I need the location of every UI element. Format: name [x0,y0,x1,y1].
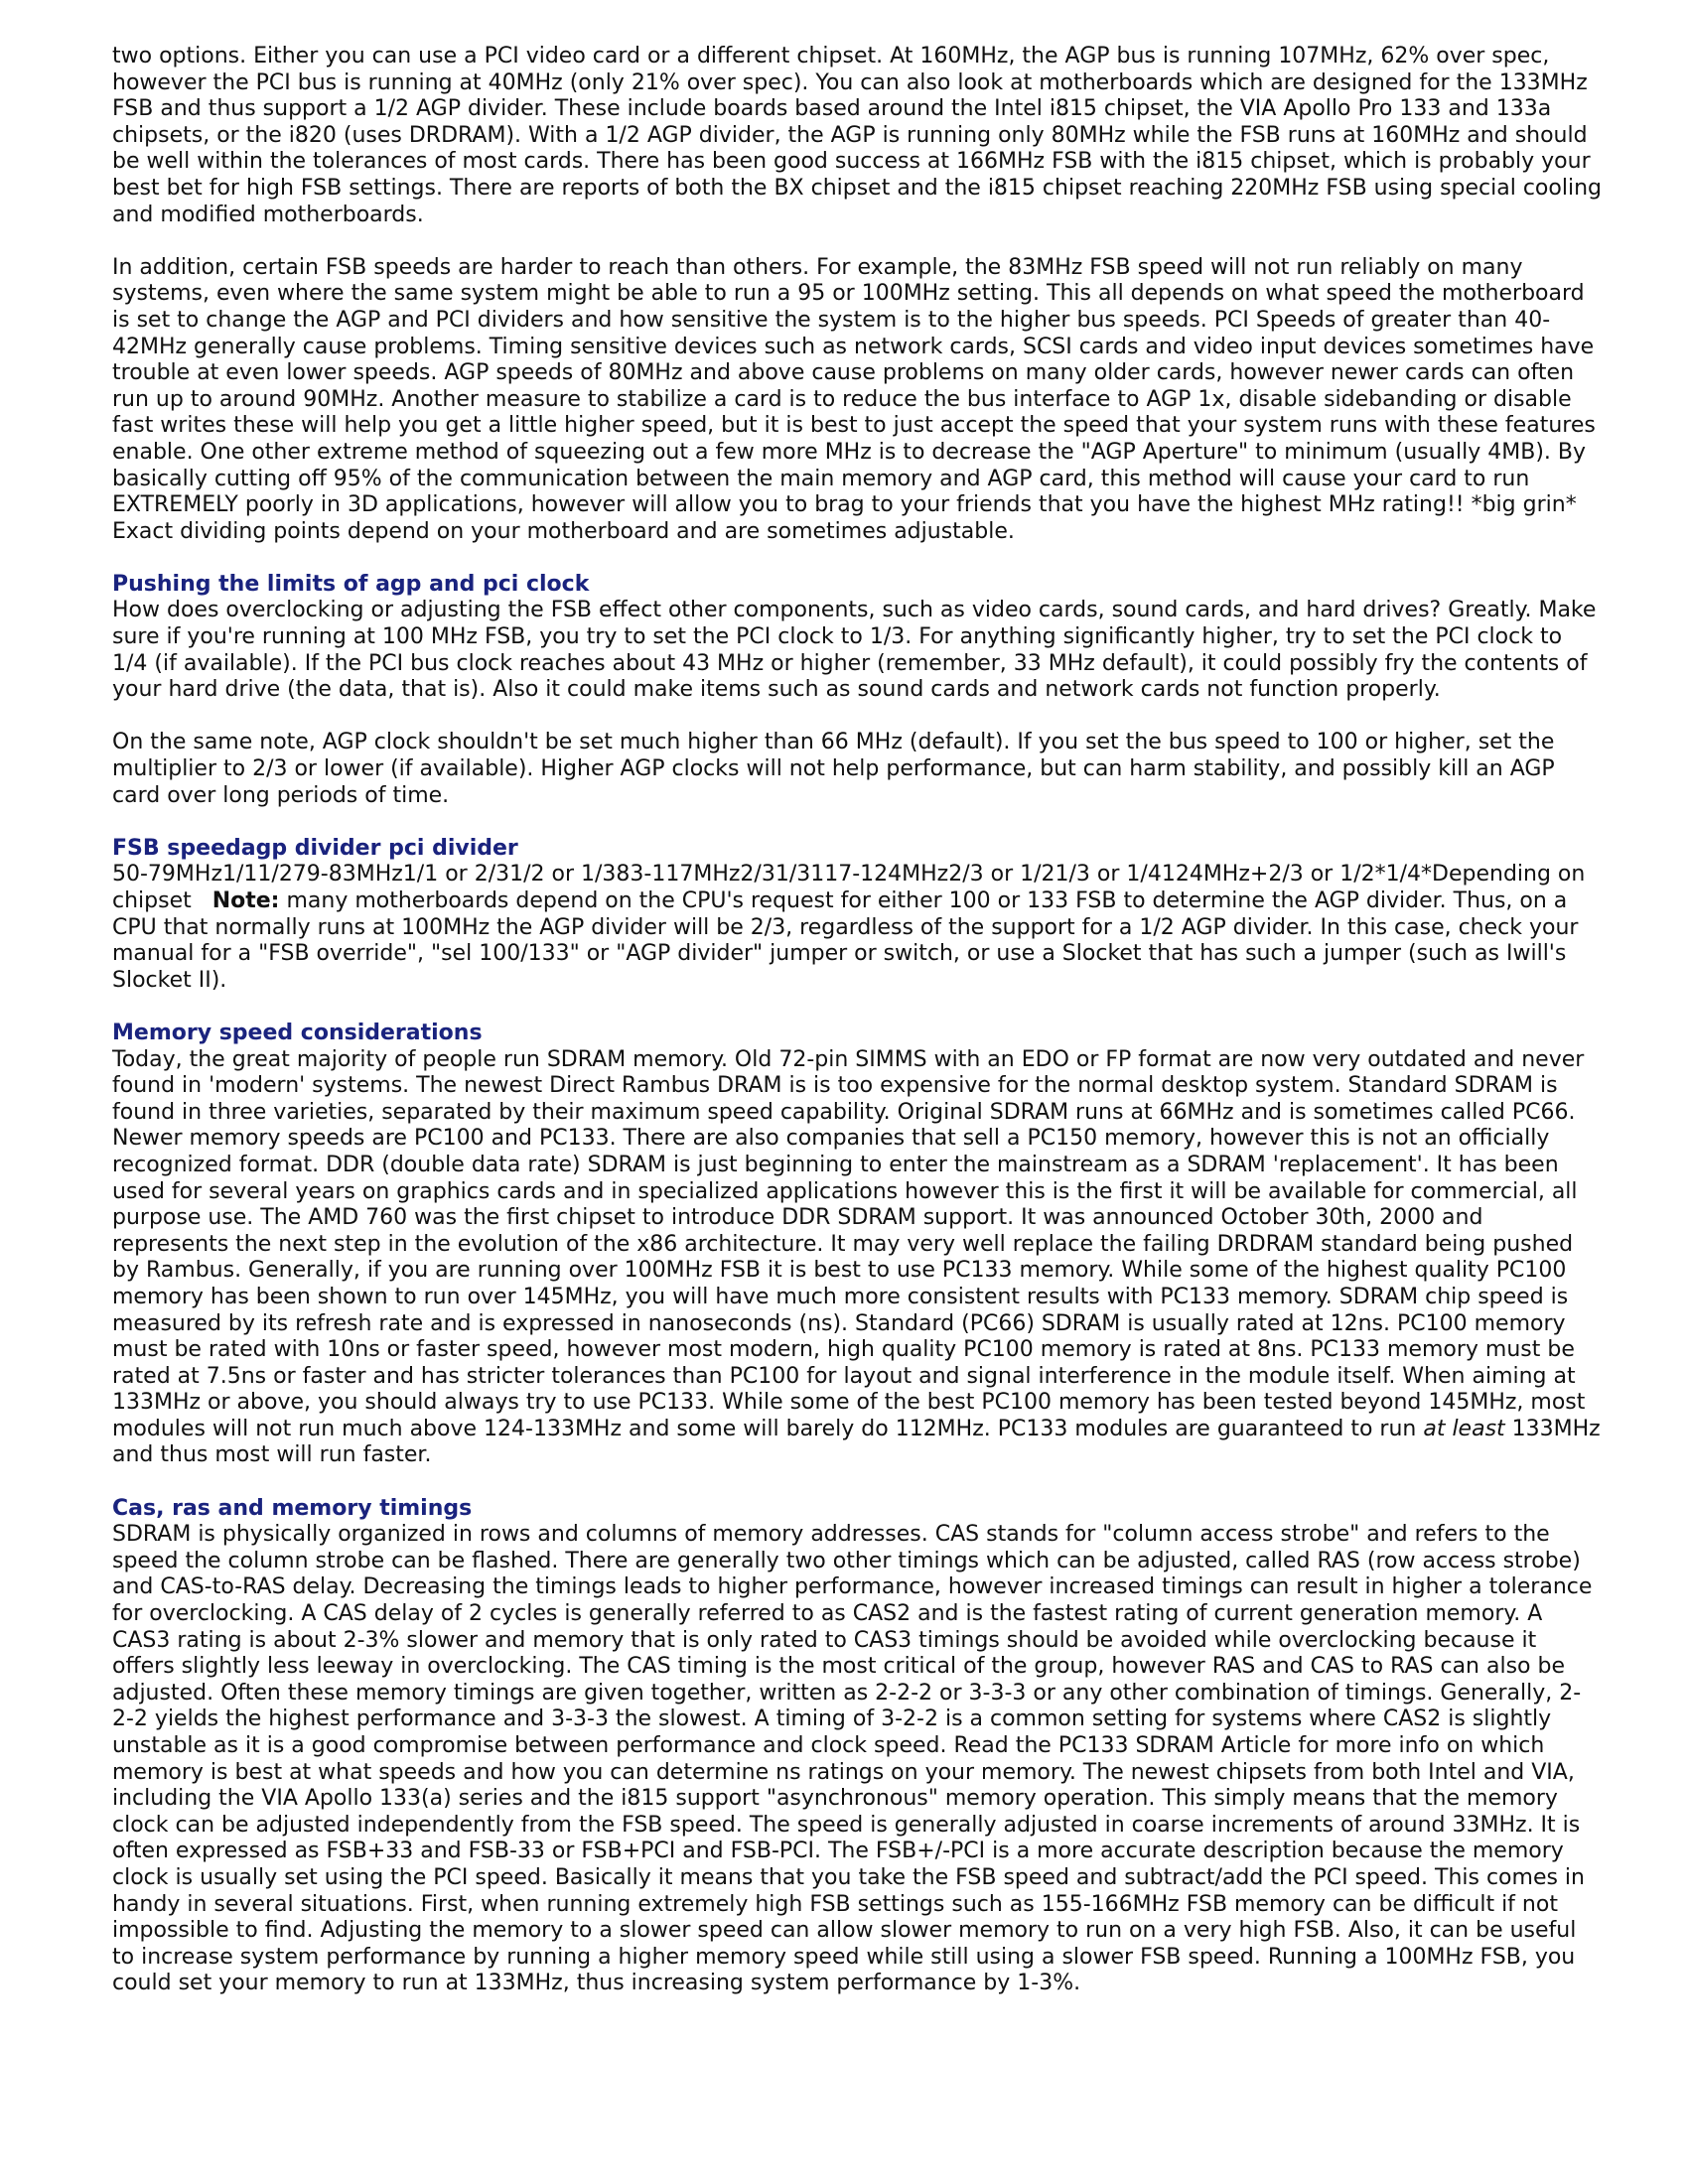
agp-pci-paragraph-1: How does overclocking or adjusting the FSB effect other components, such as video cards, sound cards, and hard drives? Greatly. Make sure if you're running at 100 MHz FSB, you try to set the PCI clock to 1/3. For anything significantly higher, try to set the PCI clock to 1/4 (if available). If the PCI bus clock reaches about 43 MHz or higher (remember, 33 MHz default), it could possibly fry the contents of your hard drive (the data, that is). Also it could make items such as sound cards and network cards not function properly. [112,598,1597,703]
section-heading-fsb-divider: FSB speedagp divider pci divider [112,835,518,861]
intro-paragraph-2: In addition, certain FSB speeds are harder to reach than others. For example, the 83MHz FSB speed will not run reliably on many systems, even where the same system might be able to run a 95 or 100MHz setting. This all depends on what speed the motherboard is set to change the AGP and PCI dividers and how sensitive the system is to the higher bus speeds. PCI Speeds of greater than 40-42MHz generally cause problems. Timing sensitive devices such as network cards, SCSI cards and video input devices sometimes have trouble at even lower speeds. AGP speeds of 80MHz and above cause problems on many older cards, however newer cards can often run up to around 90MHz. Another measure to stabilize a card is to reduce the bus interface to AGP 1x, disable sidebanding or disable fast writes these will help you get a little higher speed, but it is best to just accept the speed that your system runs with these features enable. One other extreme method of squeezing out a few more MHz is to decrease the "AGP Aperture" to minimum (usually 4MB). By basically cutting off 95% of the communication between the main memory and AGP card, this method will cause your card to run EXTREMELY poorly in 3D applications, however will allow you to brag to your friends that you have the highest MHz rating!! *big grin* Exact dividing points depend on your motherboard and are sometimes adjustable. [112,254,1596,544]
section-heading-memory-speed: Memory speed considerations [112,1020,483,1045]
memory-speed-paragraph [112,1047,1602,1470]
memory-speed-text: Today, the great majority of people run SDRAM memory. Old 72-pin SIMMS with an EDO or FP format are now very outdated and never found in 'modern' systems. The newest Direct Rambus DRAM is is too expensive for the normal desktop system. Standard SDRAM is found in three varieties, separated by their maximum speed capability. Original SDRAM runs at 66MHz and is sometimes called PC66. Newer memory speeds are PC100 and PC133. There are also companies that sell a PC150 memory, however this is not an officially recognized format. DDR (double data rate) SDRAM is just beginning to enter the mainstream as a SDRAM 'replacement'. It has been used for several years on graphics cards and in specialized applications however this is the first it will be available for commercial, all purpose use. The AMD 760 was the first chipset to introduce DDR SDRAM support. It was announced October 30th, 2000 and represents the next step in the evolution of the x86 architecture. It may very well replace the failing DRDRAM standard being pushed by Rambus. Generally, if you are running over 100MHz FSB it is best to use PC133 memory. While some of the highest quality PC100 memory has been shown to run over 145MHz, you will have much more consistent results with PC133 memory. SDRAM chip speed is measured by its refresh rate and is expressed in nanoseconds (ns). Standard (PC66) SDRAM is usually rated at 12ns. PC100 memory must be rated with 10ns or faster speed, however most modern, high quality PC100 memory is rated at 8ns. PC133 memory must be rated at 7.5ns or faster and has stricter tolerances than PC100 for layout and signal interference in the module itself. When aiming at 133MHz or above, you should always try to use PC133. While some of the best PC100 memory has been tested beyond 145MHz, most modules will not run much above 124-133MHz and some will barely do 112MHz. PC133 modules are guaranteed to run [112,1046,1586,1441]
document-page [112,44,1602,1997]
fsb-divider-note-text: many motherboards depend on the CPU's request for either 100 or 133 FSB to determine the AGP divider. Thus, on a CPU that normally runs at 100MHz the AGP divider will be 2/3, regardless of the support for a 1/2 AGP divider. In this case, check your manual for a "FSB override", "sel 100/133" or "AGP divider" jumper or switch, or use a Slocket that has such a jumper (such as Iwill's Slocket II). [112,888,1579,993]
memory-speed-text-end: 133MHz and thus most will run faster. [112,1416,1601,1468]
section-memory-speed [112,1021,1602,1469]
note-label: Note: [211,888,280,913]
section-heading-cas-ras: Cas, ras and memory timings [112,1495,473,1521]
fsb-divider-paragraph [112,862,1602,994]
agp-pci-paragraph-2: On the same note, AGP clock shouldn't be set much higher than 66 MHz (default). If you set the bus speed to 100 or higher, set the multiplier to 2/3 or lower (if available). Higher AGP clocks will not help performance, but can harm stability, and possibly kill an AGP card over long periods of time. [112,730,1555,808]
cas-ras-paragraph: SDRAM is physically organized in rows and columns of memory addresses. CAS stands for "column access strobe" and refers to the speed the column strobe can be flashed. There are generally two other timings which can be adjusted, called RAS (row access strobe) and CAS-to-RAS delay. Decreasing the timings leads to higher performance, however increased timings can result in higher a tolerance for overclocking. A CAS delay of 2 cycles is generally referred to as CAS2 and is the fastest rating of current generation memory. A CAS3 rating is about 2-3% slower and memory that is only rated to CAS3 timings should be avoided while overclocking because it offers slightly less leeway in overclocking. The CAS timing is the most critical of the group, however RAS and CAS to RAS can also be adjusted. Often these memory timings are given together, written as 2-2-2 or 3-3-3 or any other combination of timings. Generally, 2-2-2 yields the highest performance and 3-3-3 the slowest. A timing of 3-2-2 is a common setting for systems where CAS2 is slightly unstable as it is a good compromise between performance and clock speed. Read the PC133 SDRAM Article for more info on which memory is best at what speeds and how you can determine ns ratings on your memory. The newest chipsets from both Intel and VIA, including the VIA Apollo 133(a) series and the i815 support "asynchronous" memory operation. This simply means that the memory clock can be adjusted independently from the FSB speed. The speed is generally adjusted in coarse increments of around 33MHz. It is often expressed as FSB+33 and FSB-33 or FSB+PCI and FSB-PCI. The FSB+/-PCI is a more accurate description because the memory clock is usually set using the PCI speed. Basically it means that you take the FSB speed and subtract/add the PCI speed. This comes in handy in several situations. First, when running extremely high FSB settings such as 155-166MHz FSB memory can be difficult if not impossible to find. Adjusting the memory to a slower speed can allow slower memory to run on a very high FSB. Also, it can be useful to increase system performance by running a higher memory speed while still using a slower FSB speed. Running a 100MHz FSB, you could set your memory to run at 133MHz, thus increasing system performance by 1-3%. [112,1522,1593,1996]
memory-speed-emphasis: at least [1423,1416,1505,1441]
section-fsb-divider [112,836,1602,995]
section-heading-agp-pci: Pushing the limits of agp and pci clock [112,571,590,597]
section-cas-ras [112,1496,1602,1997]
intro-paragraph-1: two options. Either you can use a PCI video card or a different chipset. At 160MHz, the AGP bus is running 107MHz, 62% over spec, however the PCI bus is running at 40MHz (only 21% over spec). You can also look at motherboards which are designed for the 133MHz FSB and thus support a 1/2 AGP divider. These include boards based around the Intel i815 chipset, the VIA Apollo Pro 133 and 133a chipsets, or the i820 (uses DRDRAM). With a 1/2 AGP divider, the AGP is running only 80MHz while the FSB runs at 160MHz and should be well within the tolerances of most cards. There has been good success at 166MHz FSB with the i815 chipset, which is probably your best bet for high FSB settings. There are reports of both the BX chipset and the i815 chipset reaching 220MHz FSB using special cooling and modified motherboards. [112,44,1602,227]
fsb-divider-table-text: 50-79MHz1/11/279-83MHz1/1 or 2/31/2 or 1/383-117MHz2/31/3117-124MHz2/3 or 1/21/3 or 1/4124MHz+2/3 or 1/2*1/4*Depending on chipset [112,862,1593,913]
section-agp-pci-clock [112,572,1602,809]
